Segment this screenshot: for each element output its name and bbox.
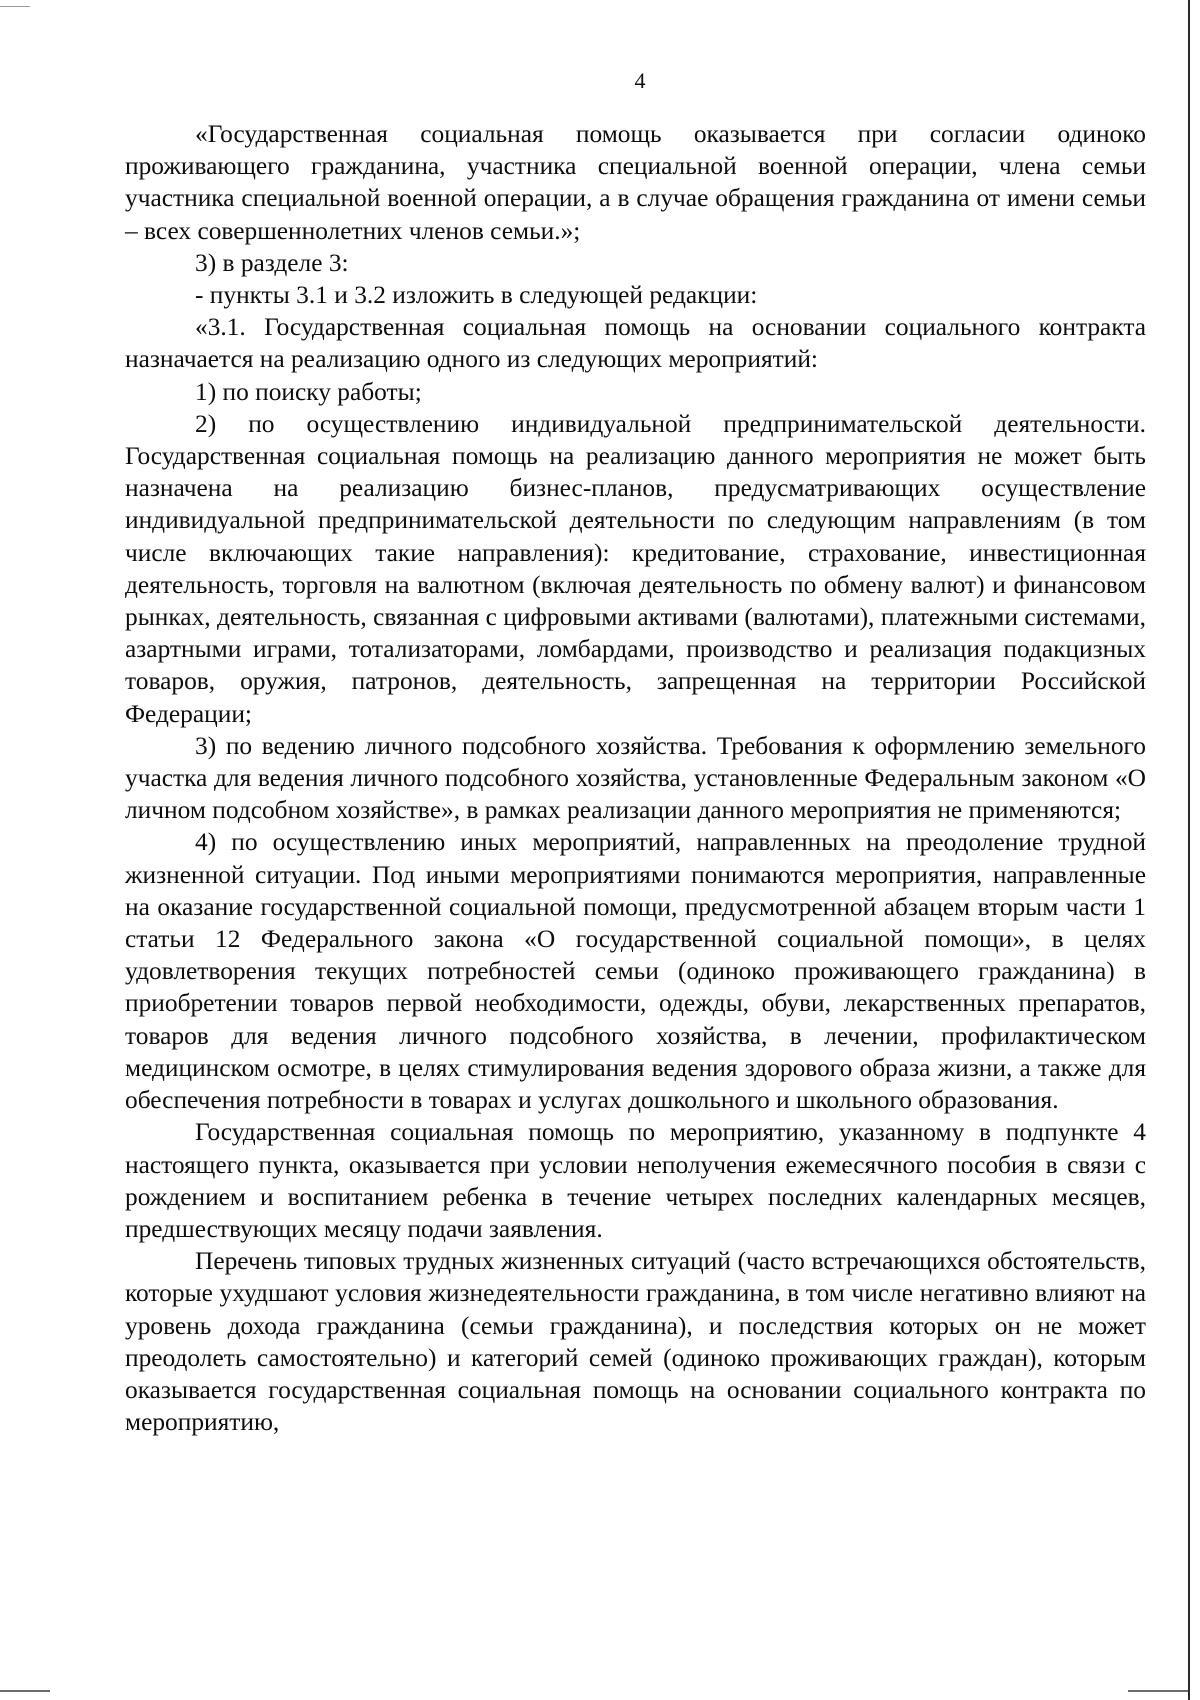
scan-edge-mark bbox=[0, 1690, 50, 1692]
scan-edge-mark bbox=[0, 6, 30, 7]
paragraph-list-of-situations: Перечень типовых трудных жизненных ситуаций (часто встречающихся обстоятельств, которые ухудшают условия жизнедеятельности гражданина, в том числе негативно влияют на уровень дохода гражданина (семьи гражданина), и последствия которых он не может преодолеть самостоятельно) и категорий семей (одиноко проживающих граждан), которым оказывается государственная социальная помощь на основании социального контракта по мероприятию, bbox=[125, 1247, 1146, 1437]
paragraph-condition: Государственная социальная помощь по мероприятию, указанному в подпункте 4 настоящего пункта, оказывается при условии неполучения ежемесячного пособия в связи с рождением и воспитанием ребенка в течение четырех последних календарных месяцев, предшествующих месяцу подачи заявления. bbox=[125, 1118, 1146, 1243]
paragraph-section-3: 3) в разделе 3: bbox=[195, 248, 349, 277]
paragraph-item-1: 1) по поиску работы; bbox=[195, 377, 422, 406]
page-number: 4 bbox=[634, 68, 646, 93]
paragraph-consent: «Государственная социальная помощь оказывается при согласии одиноко проживающего гражданина, участника специальной военной операции, члена семьи участника специальной военной операции, а в случае обращения гражданина от имени семьи – всех совершеннолетних членов семьи.»; bbox=[125, 120, 1146, 245]
paragraph-item-2: 2) по осуществлению индивидуальной предпринимательской деятельности. Государственная социальная помощь на реализацию данного мероприятия не может быть назначена на реализацию бизнес-планов, предусматривающих осуществление индивидуальной предпринимательской деятельности по следующим направлениям (в том числе включающих такие направления): кредитование, страхование, инвестиционная деятельность, торговля на валютном (включая деятельность по обмену валют) и финансовом рынках, деятельность, связанная с цифровыми активами (валютами), платежными системами, азартными играми, тотализаторами, ломбардами, производство и реализация подакцизных товаров, оружия, патронов, деятельность, запрещенная на территории Российской Федерации; bbox=[125, 409, 1146, 728]
paragraph-3-1: «3.1. Государственная социальная помощь на основании социального контракта назначается на реализацию одного из следующих мероприятий: bbox=[125, 313, 1146, 374]
paragraph-item-4: 4) по осуществлению иных мероприятий, направленных на преодоление трудной жизненной ситуации. Под иными мероприятиями понимаются мероприятия, направленные на оказание государственной социальной помощи, предусмотренной абзацем вторым части 1 статьи 12 Федерального закона «О государственной социальной помощи», в целях удовлетворения текущих потребностей семьи (одиноко проживающего гражданина) в приобретении товаров первой необходимости, одежды, обуви, лекарственных препаратов, товаров для ведения личного подсобного хозяйства, в лечении, профилактическом медицинском осмотре, в целях стимулирования ведения здорового образа жизни, а также для обеспечения потребности в товарах и услугах дошкольного и школьного образования. bbox=[125, 828, 1146, 1115]
paragraph-item-3: 3) по ведению личного подсобного хозяйства. Требования к оформлению земельного участка для ведения личного подсобного хозяйства, установленные Федеральным законом «О личном подсобном хозяйстве», в рамках реализации данного мероприятия не применяются; bbox=[125, 731, 1146, 825]
document-body bbox=[125, 118, 1146, 1438]
scan-edge-line bbox=[1188, 0, 1190, 1700]
scan-edge-mark bbox=[1128, 1690, 1188, 1692]
paragraph-items-instruction: - пункты 3.1 и 3.2 изложить в следующей редакции: bbox=[195, 281, 758, 310]
